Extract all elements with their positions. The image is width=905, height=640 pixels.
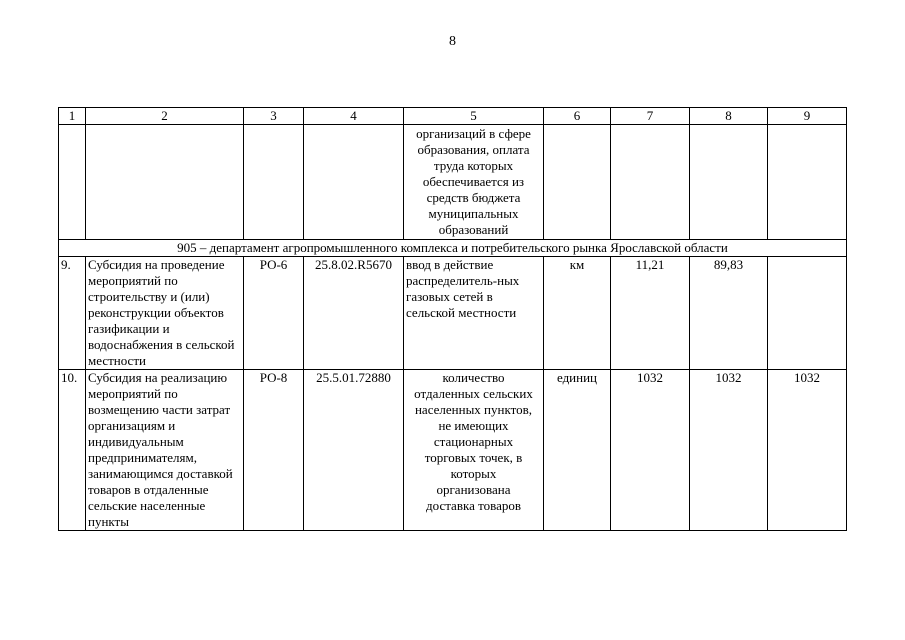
- department-title: 905 – департамент агропромышленного комплекса и потребительского рынка Ярославской области: [59, 240, 847, 257]
- indicator: количество отдаленных сельских населенных пунктов, не имеющих стационарных торговых точек, в которых организована доставка товаров: [404, 370, 544, 531]
- continuation-indicator: организаций в сфере образования, оплата труда которых обеспечивается из средств бюджета муниципальных образований: [404, 125, 544, 240]
- header-cell-1: 1: [59, 108, 86, 125]
- value-7: 1032: [611, 370, 690, 531]
- continuation-row: [59, 125, 847, 240]
- subsidy-name: Субсидия на проведение мероприятий по строительству и (или) реконструкции объектов газификации и водоснабжения в сельской местности: [86, 257, 244, 370]
- value-8: 89,83: [690, 257, 768, 370]
- unit: единиц: [544, 370, 611, 531]
- table-row: [59, 257, 847, 370]
- code: РО-6: [244, 257, 304, 370]
- indicator: ввод в действие распределитель-ных газовых сетей в сельской местности: [404, 257, 544, 370]
- kbk: 25.8.02.R5670: [304, 257, 404, 370]
- header-row: [59, 108, 847, 125]
- kbk: 25.5.01.72880: [304, 370, 404, 531]
- code: РО-8: [244, 370, 304, 531]
- row-number: 9.: [59, 257, 86, 370]
- header-cell-4: 4: [304, 108, 404, 125]
- value-9: [768, 257, 847, 370]
- department-row: [59, 240, 847, 257]
- table-row: [59, 370, 847, 531]
- header-cell-8: 8: [690, 108, 768, 125]
- header-cell-7: 7: [611, 108, 690, 125]
- row-number: 10.: [59, 370, 86, 531]
- subsidy-name: Субсидия на реализацию мероприятий по возмещению части затрат организациям и индивидуальным предпринимателям, занимающимся доставкой товаров в отдаленные сельские населенные пункты: [86, 370, 244, 531]
- header-cell-5: 5: [404, 108, 544, 125]
- unit: км: [544, 257, 611, 370]
- value-9: 1032: [768, 370, 847, 531]
- header-cell-2: 2: [86, 108, 244, 125]
- header-cell-9: 9: [768, 108, 847, 125]
- header-cell-6: 6: [544, 108, 611, 125]
- value-7: 11,21: [611, 257, 690, 370]
- data-table: [58, 107, 847, 531]
- page-number: 8: [449, 34, 456, 49]
- header-cell-3: 3: [244, 108, 304, 125]
- value-8: 1032: [690, 370, 768, 531]
